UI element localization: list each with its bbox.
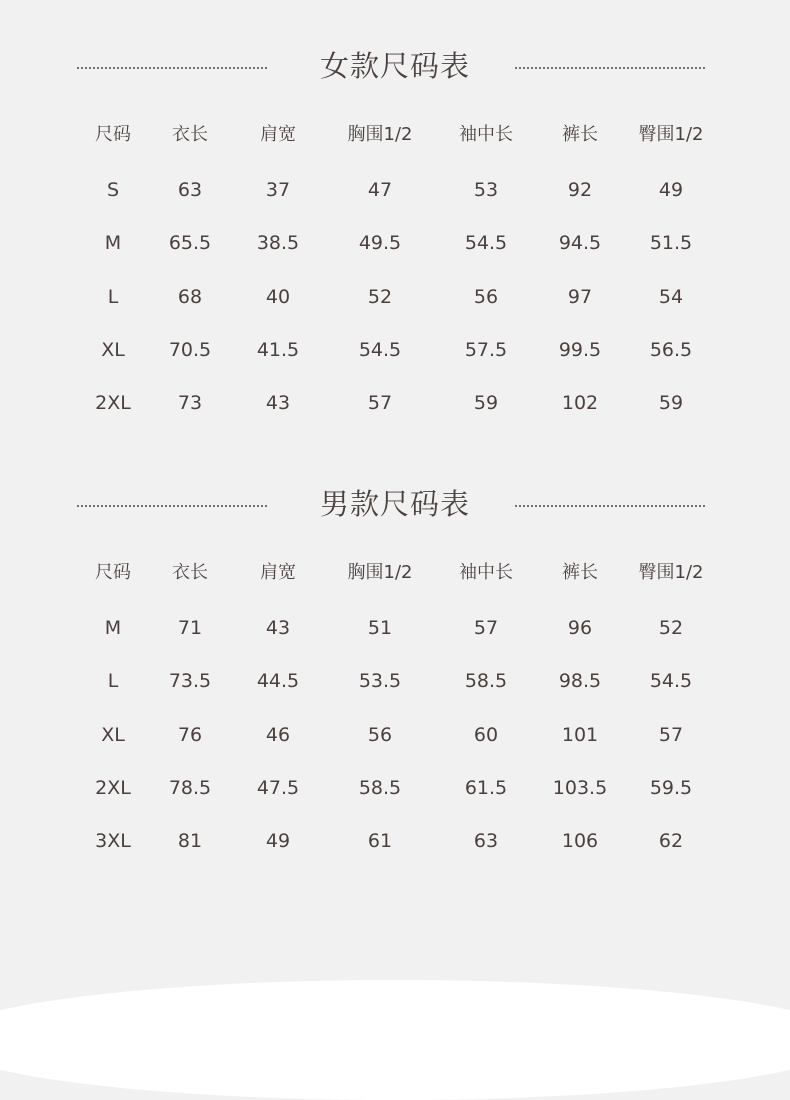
table-cell: 47 (367, 179, 393, 201)
bottom-decorative-curve (0, 980, 790, 1100)
dotted-divider-right (515, 67, 705, 69)
table-cell: 49 (265, 830, 291, 852)
table-cell: 51 (367, 617, 393, 639)
table-cell: 103.5 (552, 777, 608, 799)
table-cell: L (107, 286, 119, 308)
table-cell: 43 (265, 392, 291, 414)
table-cell: 37 (265, 179, 291, 201)
table-cell: 40 (265, 286, 291, 308)
table-cell: 49.5 (358, 232, 402, 254)
header-cell-length: 衣长 (172, 562, 208, 583)
table-row (0, 762, 790, 815)
table-cell: 63 (473, 830, 499, 852)
header-cell-chest: 胸围1/2 (347, 562, 413, 583)
header-cell-hip: 臀围1/2 (638, 562, 704, 583)
table-cell: S (106, 179, 120, 201)
header-cell-hip: 臀围1/2 (638, 124, 704, 145)
table-row (0, 164, 790, 217)
table-cell: M (104, 232, 122, 254)
table-cell: 3XL (95, 830, 131, 852)
table-cell: 49 (658, 179, 684, 201)
header-cell-pants-length: 裤长 (562, 562, 598, 583)
dotted-divider-right (515, 505, 705, 507)
men-title-row (0, 484, 790, 524)
table-cell: 53 (473, 179, 499, 201)
table-cell: 59 (473, 392, 499, 414)
table-cell: 54.5 (358, 339, 402, 361)
table-row (0, 217, 790, 270)
table-cell: 56 (473, 286, 499, 308)
header-cell-length: 衣长 (172, 124, 208, 145)
table-cell: 102 (561, 392, 599, 414)
header-cell-size: 尺码 (95, 562, 131, 583)
table-cell: 57 (658, 724, 684, 746)
table-cell: 51.5 (649, 232, 693, 254)
table-header-row (0, 546, 790, 599)
table-cell: 52 (367, 286, 393, 308)
table-cell: 54 (658, 286, 684, 308)
table-cell: 60 (473, 724, 499, 746)
table-cell: 62 (658, 830, 684, 852)
header-cell-chest: 胸围1/2 (347, 124, 413, 145)
table-cell: 99.5 (558, 339, 602, 361)
table-cell: 58.5 (358, 777, 402, 799)
table-cell: 68 (177, 286, 203, 308)
table-cell: 73.5 (168, 670, 212, 692)
header-cell-shoulder: 肩宽 (260, 562, 296, 583)
table-cell: 76 (177, 724, 203, 746)
table-cell: 52 (658, 617, 684, 639)
table-cell: 57 (367, 392, 393, 414)
header-cell-sleeve: 袖中长 (459, 124, 513, 145)
table-cell: 54.5 (649, 670, 693, 692)
table-cell: 47.5 (256, 777, 300, 799)
table-cell: XL (101, 339, 125, 361)
table-cell: 57.5 (464, 339, 508, 361)
women-chart-title: 女款尺码表 (319, 49, 470, 83)
table-cell: 41.5 (256, 339, 300, 361)
table-cell: 43 (265, 617, 291, 639)
table-row (0, 815, 790, 868)
table-cell: 71 (177, 617, 203, 639)
table-row (0, 602, 790, 655)
table-cell: 96 (567, 617, 593, 639)
table-row (0, 655, 790, 708)
table-cell: 70.5 (168, 339, 212, 361)
table-row (0, 709, 790, 762)
table-cell: 61.5 (464, 777, 508, 799)
table-cell: 46 (265, 724, 291, 746)
table-cell: M (104, 617, 122, 639)
table-cell: 38.5 (256, 232, 300, 254)
table-cell: XL (101, 724, 125, 746)
table-cell: L (107, 670, 119, 692)
header-cell-shoulder: 肩宽 (260, 124, 296, 145)
table-cell: 73 (177, 392, 203, 414)
table-cell: 57 (473, 617, 499, 639)
table-cell: 59.5 (649, 777, 693, 799)
table-cell: 54.5 (464, 232, 508, 254)
table-cell: 106 (561, 830, 599, 852)
men-chart-title: 男款尺码表 (319, 487, 470, 521)
table-cell: 81 (177, 830, 203, 852)
table-cell: 63 (177, 179, 203, 201)
table-cell: 44.5 (256, 670, 300, 692)
table-cell: 78.5 (168, 777, 212, 799)
table-cell: 94.5 (558, 232, 602, 254)
table-cell: 98.5 (558, 670, 602, 692)
table-cell: 61 (367, 830, 393, 852)
table-header-row (0, 108, 790, 161)
table-cell: 56.5 (649, 339, 693, 361)
table-cell: 59 (658, 392, 684, 414)
header-cell-sleeve: 袖中长 (459, 562, 513, 583)
table-cell: 65.5 (168, 232, 212, 254)
table-row (0, 377, 790, 430)
table-cell: 92 (567, 179, 593, 201)
table-cell: 2XL (95, 777, 131, 799)
women-title-row (0, 46, 790, 86)
table-cell: 56 (367, 724, 393, 746)
table-cell: 97 (567, 286, 593, 308)
header-cell-size: 尺码 (95, 124, 131, 145)
table-cell: 2XL (95, 392, 131, 414)
table-cell: 58.5 (464, 670, 508, 692)
table-row (0, 271, 790, 324)
header-cell-pants-length: 裤长 (562, 124, 598, 145)
table-cell: 101 (561, 724, 599, 746)
table-row (0, 324, 790, 377)
table-cell: 53.5 (358, 670, 402, 692)
